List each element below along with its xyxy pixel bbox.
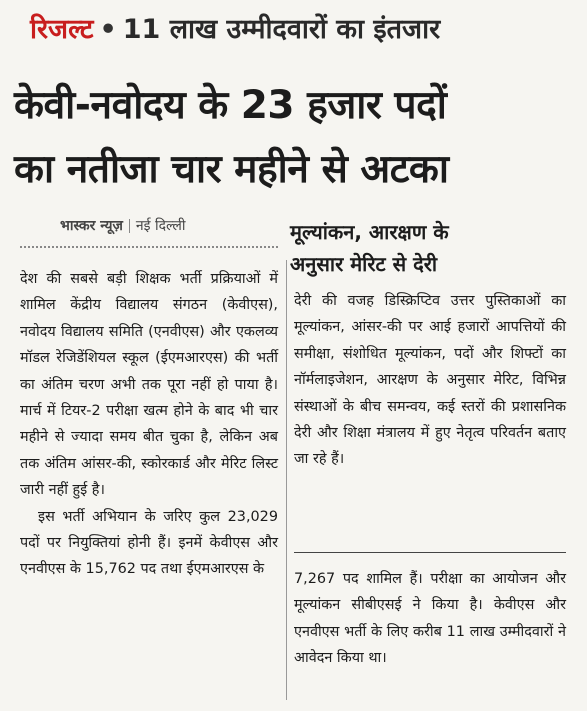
- subhead: [290, 216, 580, 280]
- right-divider: [294, 552, 566, 553]
- byline-city: नई दिल्ली: [135, 218, 186, 234]
- headline-line-1: केवी-नवोदय के 23 हजार पदों: [14, 83, 447, 128]
- right-column-bottom: [294, 566, 566, 672]
- headline: [14, 74, 579, 202]
- left-paragraph-1: देश की सबसे बड़ी शिक्षक भर्ती प्रक्रियाओं में शामिल केंद्रीय विद्यालय संगठन (केवीएस), नवोदय विद्यालय समिति (एनवीएस) और एकलव्य मॉडल रेजिडेंशियल स्कूल (ईएमआरएस) की भर्ती का अंतिम चरण अभी तक पूरा नहीं हो पाया है। मार्च में टियर-2 परीक्षा खत्म होने के बाद भी चार महीने से ज्यादा समय बीत चुका है, लेकिन अब तक अंतिम आंसर-की, स्कोरकार्ड और मेरिट लिस्ट जारी नहीं हुई है।: [20, 271, 278, 499]
- kicker: [30, 12, 570, 48]
- byline-divider: [129, 219, 130, 233]
- byline-agency: भास्कर न्यूज़: [60, 218, 123, 234]
- subhead-line-1: मूल्यांकन, आरक्षण के: [290, 220, 449, 244]
- kicker-text: 11 लाख उम्मीदवारों का इंतजार: [122, 14, 441, 45]
- left-column: [20, 266, 278, 583]
- byline: [60, 216, 186, 235]
- headline-line-2: का नतीजा चार महीने से अटका: [14, 147, 449, 192]
- right-paragraph-1: देरी की वजह डिस्क्रिप्टिव उत्तर पुस्तिकाओं का मूल्यांकन, आंसर-की पर आई हजारों आपत्तियों की समीक्षा, संशोधित मूल्यांकन, पदों और शिफ्टों का नॉर्मलाइजेशन, आरक्षण के अनुसार मेरिट, विभिन्न संस्थाओं के बीच समन्वय, कई स्तरों की प्रशासनिक देरी और शिक्षा मंत्रालय में हुए नेतृत्व परिवर्तन बताए जा रहे हैं।: [294, 293, 566, 468]
- subhead-line-2: अनुसार मेरिट से देरी: [290, 252, 438, 276]
- kicker-label: रिजल्ट: [30, 14, 94, 45]
- right-paragraph-2: 7,267 पद शामिल हैं। परीक्षा का आयोजन और मूल्यांकन सीबीएसई ने किया है। केवीएस और एनवीएस भर्ती के लिए करीब 11 लाख उम्मीदवारों ने आवेदन किया था।: [294, 571, 566, 667]
- kicker-separator: •: [99, 14, 117, 45]
- dotted-divider: [20, 246, 278, 248]
- right-column-top: [294, 288, 566, 473]
- left-paragraph-2: इस भर्ती अभियान के जरिए कुल 23,029 पदों पर नियुक्तियां होनी हैं। इनमें केवीएस और एनवीएस के 15,762 पद तथा ईएमआरएस के: [20, 508, 278, 578]
- column-rule: [286, 260, 287, 700]
